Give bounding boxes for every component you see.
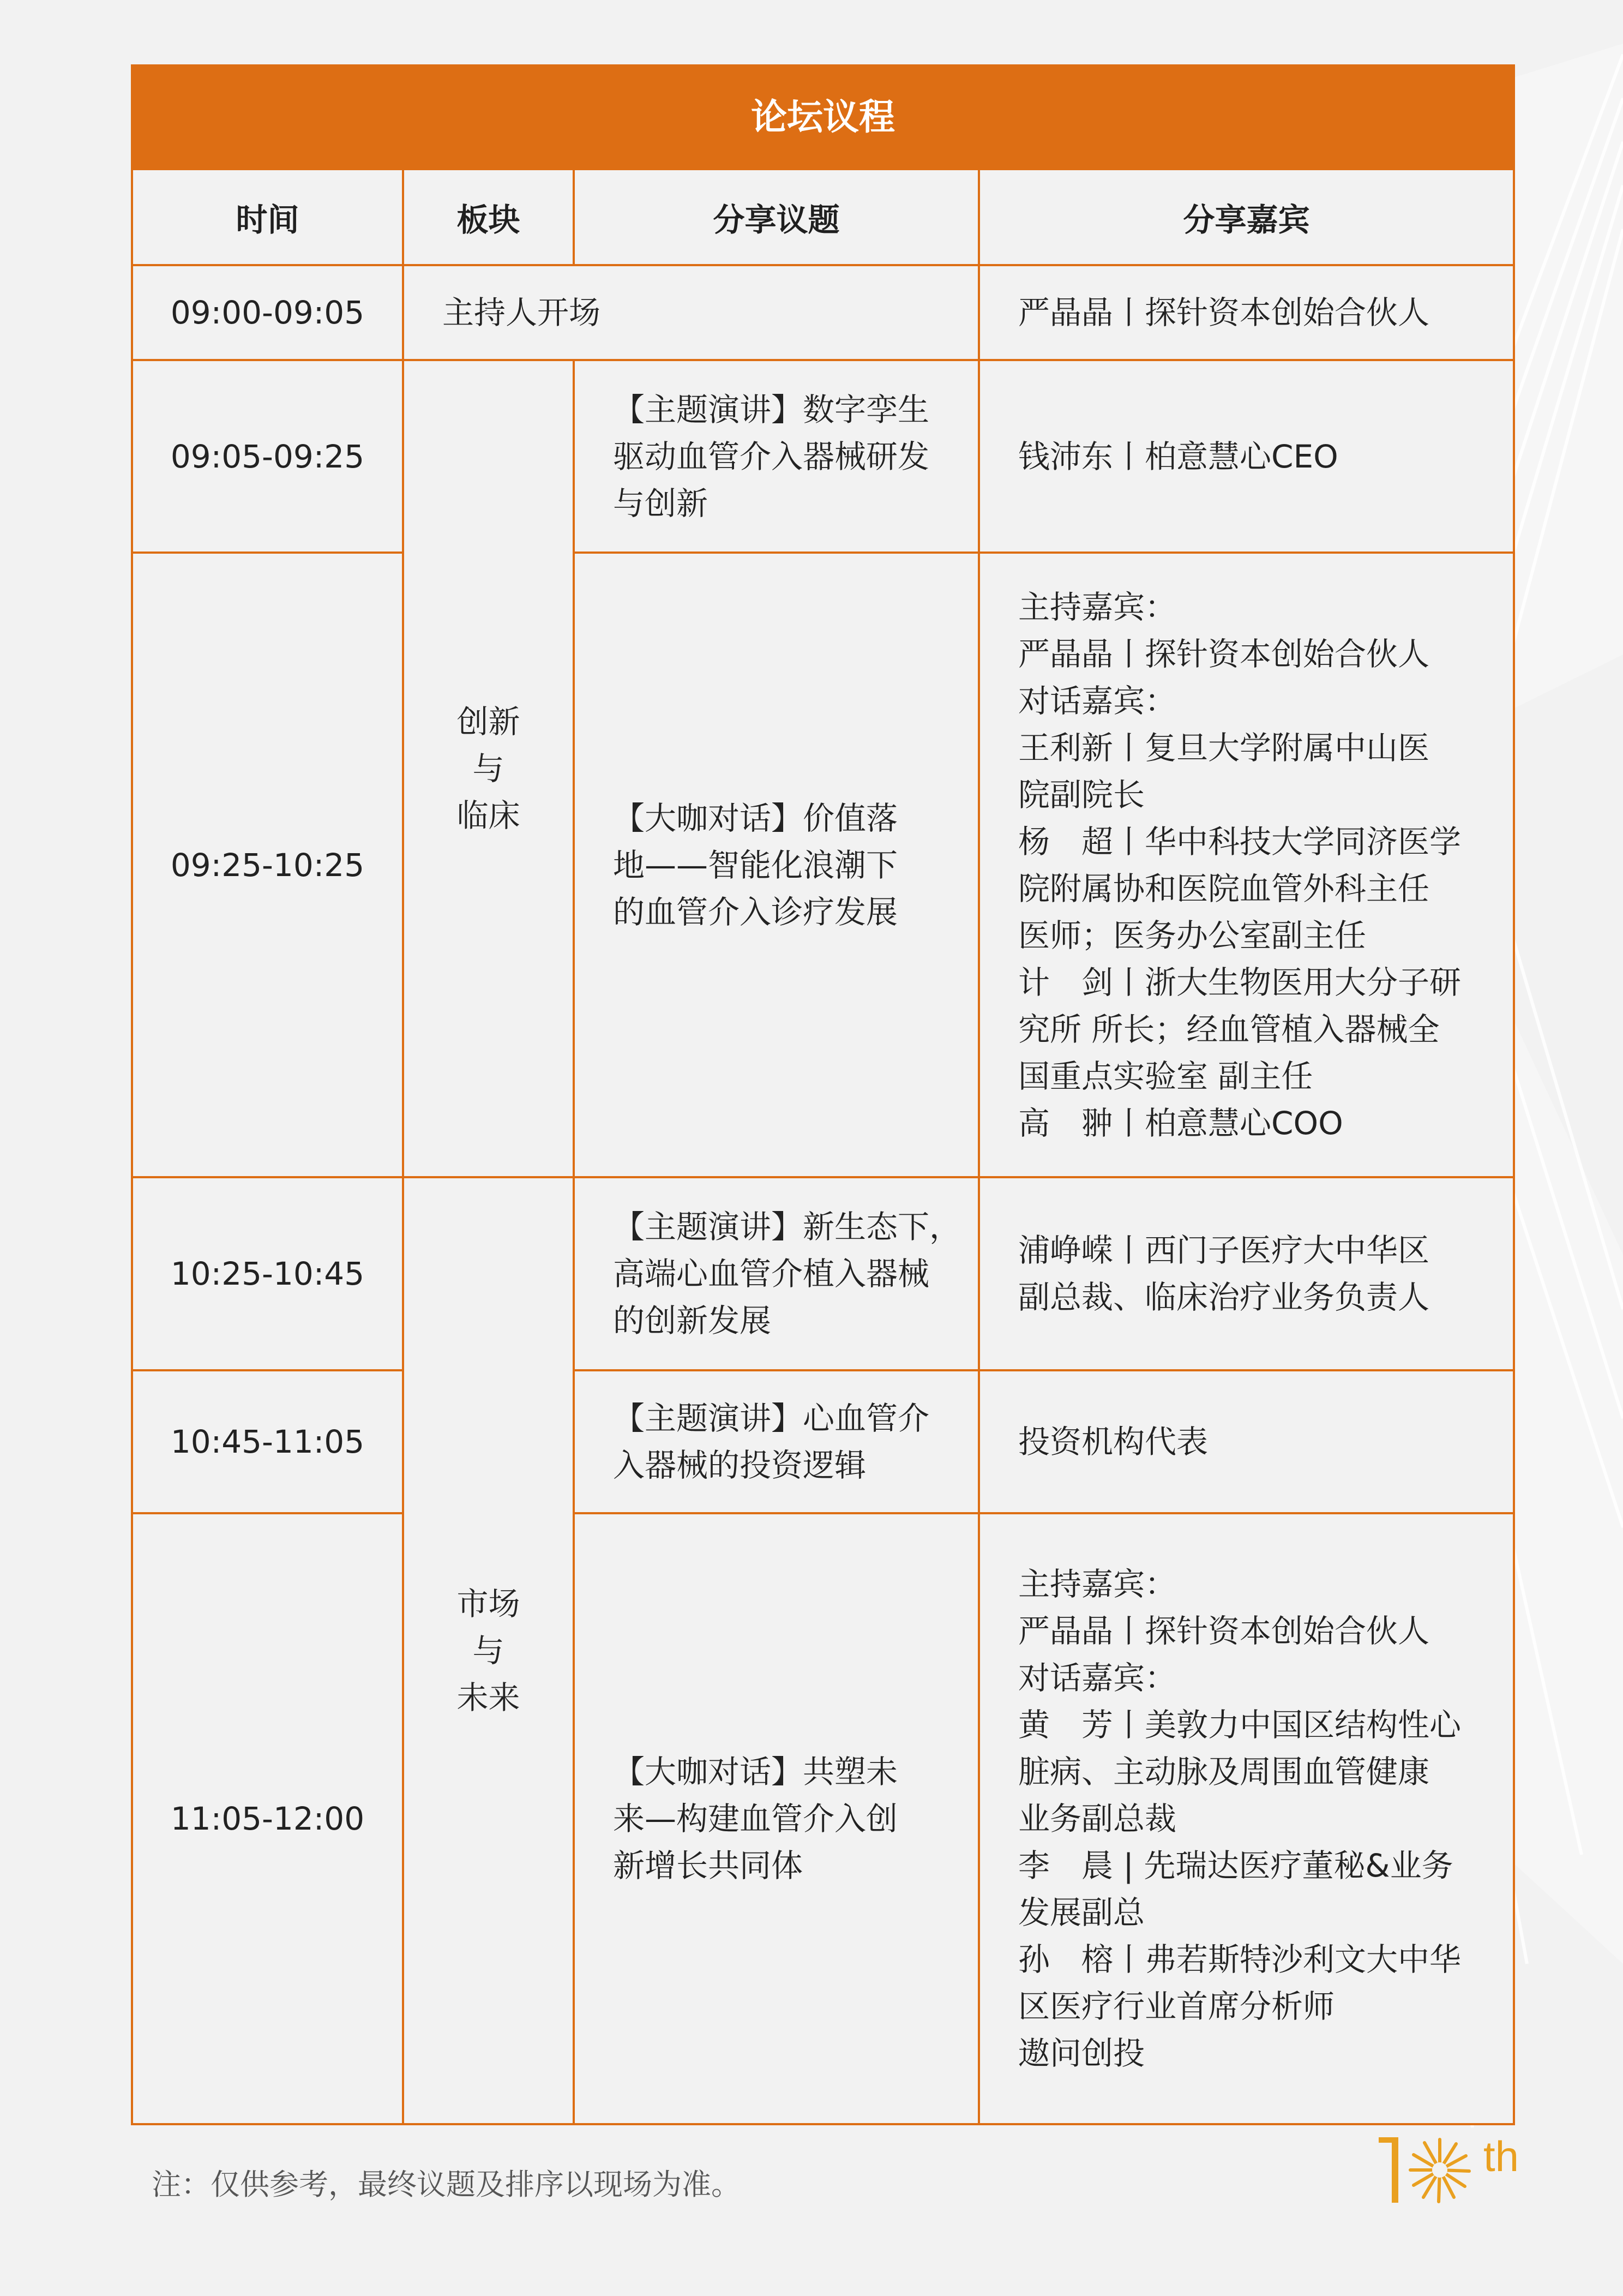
speaker-line: 国重点实验室 副主任 bbox=[1018, 1057, 1313, 1095]
speaker-line: 计 剑丨浙大生物医用大分子研 bbox=[1018, 963, 1462, 1001]
topic-line: 来—构建血管介入创 bbox=[613, 1800, 898, 1837]
speaker-cell bbox=[979, 1177, 1514, 1370]
topic-line: 的创新发展 bbox=[613, 1302, 772, 1339]
topic-line: 新增长共同体 bbox=[613, 1847, 803, 1884]
header-time: 时间 bbox=[132, 169, 403, 265]
speaker-cell bbox=[979, 1370, 1514, 1513]
speaker-line: 遨问创投 bbox=[1018, 2035, 1145, 2072]
time-cell: 11:05-12:00 bbox=[132, 1513, 403, 2124]
speaker-line: 对话嘉宾： bbox=[1018, 682, 1177, 720]
speaker-line: 钱沛东丨柏意慧心CEO bbox=[1018, 437, 1338, 475]
topic-cell bbox=[574, 1370, 979, 1513]
speaker-line: 脏病、主动脉及周围血管健康 bbox=[1018, 1753, 1430, 1790]
topic-line: 与创新 bbox=[613, 484, 708, 522]
time-cell: 09:05-09:25 bbox=[132, 360, 403, 553]
speaker-line: 严晶晶丨探针资本创始合伙人 bbox=[1018, 1612, 1430, 1650]
agenda-table bbox=[131, 64, 1515, 2125]
block-line: 未来 bbox=[456, 1679, 520, 1716]
speaker-line: 孙 榕丨弗若斯特沙利文大中华 bbox=[1018, 1941, 1462, 1978]
topic-line: 【主题演讲】心血管介 bbox=[613, 1400, 930, 1437]
footnote: 注：仅供参考，最终议题及排序以现场为准。 bbox=[152, 2167, 741, 2202]
topic-line: 入器械的投资逻辑 bbox=[613, 1447, 867, 1484]
time-cell: 09:25-10:25 bbox=[132, 553, 403, 1177]
topic-cell bbox=[574, 553, 979, 1177]
header-speaker: 分享嘉宾 bbox=[979, 169, 1514, 265]
speaker-line: 对话嘉宾： bbox=[1018, 1659, 1177, 1696]
speaker-cell bbox=[979, 360, 1514, 553]
speaker-line: 高 翀丨柏意慧心COO bbox=[1018, 1104, 1343, 1142]
speaker-cell bbox=[979, 553, 1514, 1177]
topic-line: 【主题演讲】新生态下， bbox=[613, 1208, 961, 1245]
block-line: 临床 bbox=[456, 797, 520, 834]
speaker-line: 严晶晶丨探针资本创始合伙人 bbox=[1018, 294, 1430, 331]
speaker-line: 主持嘉宾： bbox=[1018, 588, 1177, 626]
speaker-line: 究所 所长；经血管植入器械全 bbox=[1018, 1010, 1440, 1048]
speaker-line: 院附属协和医院血管外科主任 bbox=[1018, 870, 1430, 907]
block-line: 与 bbox=[472, 750, 504, 787]
time-cell: 09:00-09:05 bbox=[132, 265, 403, 360]
speaker-line: 主持嘉宾： bbox=[1018, 1566, 1177, 1603]
speaker-line: 发展副总 bbox=[1018, 1894, 1145, 1931]
block-cell bbox=[403, 360, 574, 1177]
speaker-line: 院副院长 bbox=[1018, 776, 1145, 813]
block-line: 与 bbox=[472, 1632, 504, 1669]
speaker-cell bbox=[979, 1513, 1514, 2124]
block-cell bbox=[403, 1177, 574, 2124]
table-row bbox=[132, 360, 1514, 553]
topic-line: 【大咖对话】共塑未 bbox=[613, 1753, 898, 1790]
topic-cell bbox=[574, 1513, 979, 2124]
table-row bbox=[132, 265, 1514, 360]
topic-line: 驱动血管介入器械研发 bbox=[613, 437, 930, 475]
time-cell: 10:45-11:05 bbox=[132, 1370, 403, 1513]
speaker-line: 投资机构代表 bbox=[1018, 1423, 1209, 1460]
header-topic: 分享议题 bbox=[574, 169, 979, 265]
topic-line: 的血管介入诊疗发展 bbox=[613, 893, 898, 931]
time-cell: 10:25-10:45 bbox=[132, 1177, 403, 1370]
speaker-line: 副总裁、临床治疗业务负责人 bbox=[1018, 1279, 1430, 1316]
table-row bbox=[132, 553, 1514, 1177]
speaker-line: 王利新丨复旦大学附属中山医 bbox=[1018, 729, 1430, 766]
tenth-anniversary-logo bbox=[1374, 2127, 1549, 2215]
speaker-line: 李 晨 | 先瑞达医疗董秘&业务 bbox=[1018, 1847, 1453, 1884]
header-block: 板块 bbox=[403, 169, 574, 265]
table-row bbox=[132, 1513, 1514, 2124]
block-line: 创新 bbox=[456, 703, 520, 740]
speaker-line: 区医疗行业首席分析师 bbox=[1018, 1988, 1335, 2025]
speaker-line: 黄 芳丨美敦力中国区结构性心 bbox=[1018, 1706, 1462, 1743]
topic-line: 【大咖对话】价值落 bbox=[613, 799, 898, 837]
speaker-line: 严晶晶丨探针资本创始合伙人 bbox=[1018, 635, 1430, 673]
logo-text: th bbox=[1483, 2132, 1519, 2180]
topic-cell bbox=[574, 360, 979, 553]
header-row bbox=[132, 169, 1514, 265]
speaker-line: 杨 超丨华中科技大学同济医学 bbox=[1018, 823, 1462, 860]
table-row bbox=[132, 1177, 1514, 1370]
speaker-line: 业务副总裁 bbox=[1018, 1800, 1177, 1837]
speaker-line: 浦峥嵘丨西门子医疗大中华区 bbox=[1018, 1232, 1430, 1269]
topic-cell bbox=[574, 1177, 979, 1370]
topic-line: 高端心血管介植入器械 bbox=[613, 1255, 930, 1292]
speaker-cell bbox=[979, 265, 1514, 360]
table-row bbox=[132, 1370, 1514, 1513]
topic-line: 地——智能化浪潮下 bbox=[613, 846, 898, 884]
speaker-line: 医师；医务办公室副主任 bbox=[1018, 916, 1367, 954]
topic-line: 【主题演讲】数字孪生 bbox=[613, 391, 930, 428]
block-line: 市场 bbox=[456, 1585, 520, 1622]
agenda-title: 论坛议程 bbox=[132, 65, 1514, 169]
topic-cell: 主持人开场 bbox=[403, 265, 979, 360]
